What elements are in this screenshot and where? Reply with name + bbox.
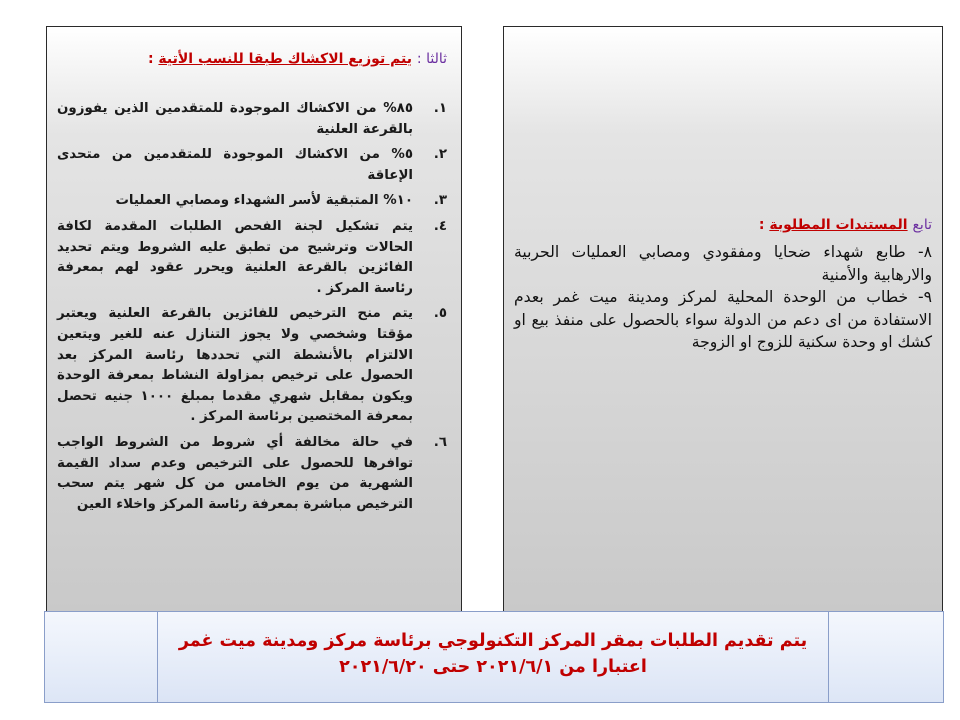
list-item-number: ١. — [433, 101, 447, 116]
right-heading-title: المستندات المطلوبة — [769, 217, 908, 233]
list-item-text: في حالة مخالفة أي شروط من الشروط الواجب توافرها للحصول على الترخيص وعدم سداد القيمة الشهرية من يوم الخامس من كل شهر يتم سحب الترخيص مباشرة بمعرفة رئاسة المركز واخلاء العين — [57, 434, 413, 512]
footer-line-2: اعتبارا من ٢٠٢١/٦/١ حتى ٢٠٢١/٦/٢٠ — [339, 657, 647, 677]
left-heading-title: يتم توزيع الاكشاك طبقا للنسب الأتية — [158, 51, 413, 67]
document-item: ٨- طابع شهداء ضحايا ومفقودي ومصابي العمليات الحربية والارهابية والأمنية — [514, 243, 932, 284]
right-heading-prefix: تابع — [912, 217, 932, 233]
right-panel — [503, 26, 943, 630]
left-panel — [46, 26, 462, 630]
list-item-number: ٥. — [433, 306, 447, 322]
right-heading — [514, 215, 932, 235]
list-item — [57, 433, 447, 515]
left-heading — [57, 49, 447, 69]
list-item-number: ٢. — [433, 147, 447, 163]
list-item-text: ٥% من الاكشاك الموجودة للمتقدمين من متحدى الإعاقة — [57, 147, 413, 183]
list-item — [57, 304, 447, 428]
list-item-text: ٨٥% من الاكشاك الموجودة للمتقدمين الذين يفوزون بالقرعة العلنية — [57, 101, 413, 137]
footer-line-1: يتم تقديم الطلبات بمقر المركز التكنولوجي برئاسة مركز ومدينة ميت غمر — [178, 631, 808, 651]
list-item-number: ٤. — [433, 218, 447, 234]
list-item — [57, 191, 447, 212]
list-item — [57, 99, 447, 140]
left-heading-prefix: ثالثا : — [416, 51, 447, 67]
list-item — [57, 145, 447, 186]
list-item-text: ١٠% المتبقية لأسر الشهداء ومصابي العمليات — [115, 193, 413, 209]
list-item-text: يتم تشكيل لجنة الفحص الطلبات المقدمة لكافة الحالات وترشيح من تطبق عليه الشروط ويتم تحديد الفائزين بالقرعة العلنية ويحرر عقود لهم بمعرفة رئاسة المركز . — [57, 218, 413, 296]
document-item: ٩- خطاب من الوحدة المحلية لمركز ومدينة ميت غمر بعدم الاستفادة من اى دعم من الدولة سواء بالحصول على منفذ بيع او كشك او وحدة سكنية للزوج او الزوجة — [514, 288, 932, 351]
list-item-text: يتم منح الترخيص للفائزين بالقرعة العلنية ويعتبر مؤقتا وشخصي ولا يجوز التنازل عنه للغير ويتعين الالتزام بالأنشطة التي تحددها رئاسة المركز بعد الحصول على ترخيص بمزاولة النشاط بمعرفة الوحدة ويكون بمقابل شهري مقدما بمبلغ ١٠٠٠ جنيه تحصل بمعرفة المختصين برئاسة المركز . — [57, 306, 413, 425]
footer-band — [44, 611, 944, 703]
list-item-number: ٦. — [433, 434, 447, 450]
list-item-number: ٣. — [433, 193, 447, 209]
footer-box — [157, 612, 829, 702]
right-heading-colon: : — [758, 217, 765, 233]
list-item — [57, 217, 447, 299]
left-heading-colon: : — [147, 51, 154, 67]
